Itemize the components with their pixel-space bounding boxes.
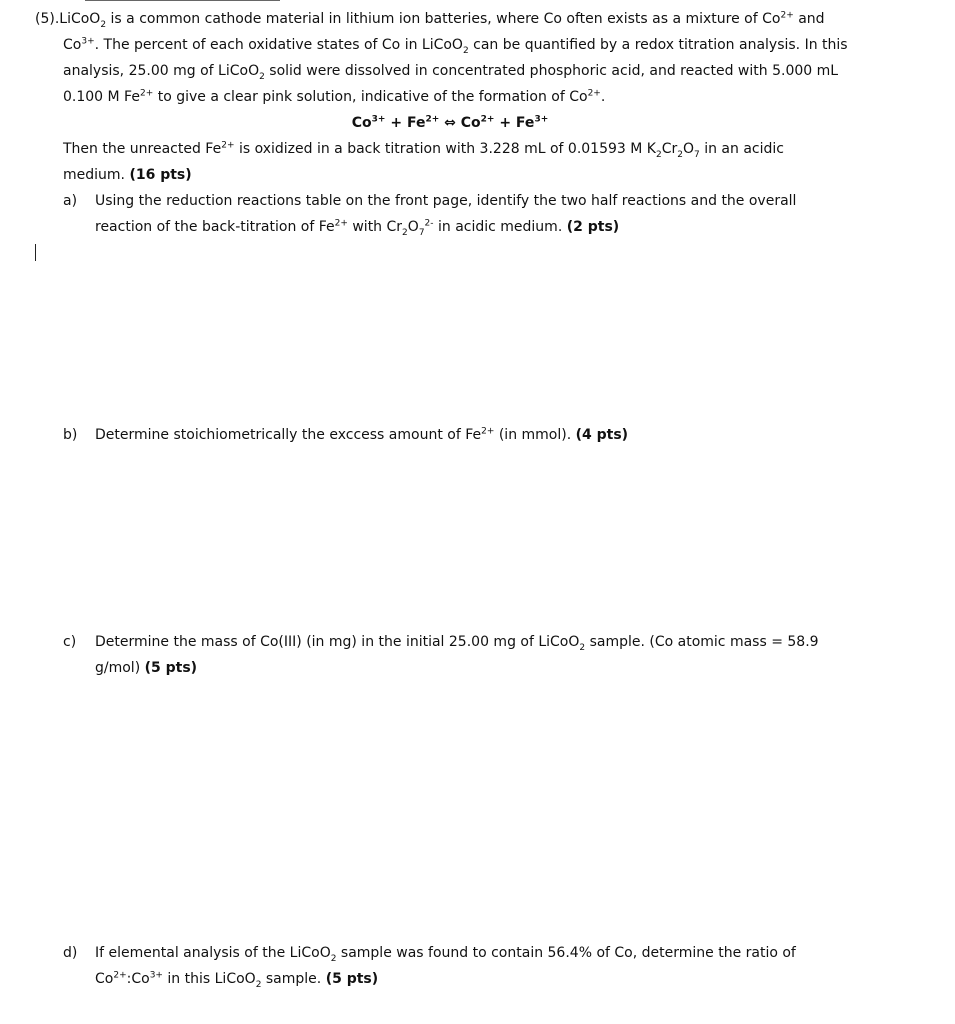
back-titration-line-2: medium. (16 pts) xyxy=(63,167,192,183)
part-d-line-2: $Co^{2+}:Co^{3+}$ in this LiCoO$_2$ sample. (5 pts) xyxy=(95,970,379,990)
part-d-points: (5 pts) xyxy=(325,971,379,987)
question-intro-line-3: analysis, 25.00 mg of LiCoO$_2$ solid were dissolved in concentrated phosphoric acid, and reacted with 5.000 mL xyxy=(63,63,839,82)
part-a-points: (2 pts) xyxy=(566,219,620,235)
part-c-points: (5 pts) xyxy=(144,660,198,676)
part-a-line-2: reaction of the back-titration of $Fe^{2+}$ with $Cr_2O_7^{2-}$ in acidic medium. (2 pts) xyxy=(95,218,620,238)
question-intro-line-2: $Co^{3+}$. The percent of each oxidative states of Co in LiCoO$_2$ can be quantified by a redox titration analysis. In this xyxy=(63,36,848,56)
part-a-line-1: Using the reduction reactions table on the front page, identify the two half reactions and the overall xyxy=(95,193,797,209)
part-d-label: d) xyxy=(63,945,78,961)
part-c-line-1: Determine the mass of Co(III) (in mg) in the initial 25.00 mg of LiCoO$_2$ sample. (Co atomic mass = 58.9 xyxy=(95,634,819,653)
part-b-line-1: Determine stoichiometrically the exccess amount of $Fe^{2+}$ (in mmol). (4 pts) xyxy=(95,426,629,443)
question-intro-line-1: (5).LiCoO$_2$ is a common cathode material in lithium ion batteries, where Co often exists as a mixture of $Co^{2+}$ and xyxy=(35,10,825,30)
name-underline xyxy=(85,0,280,1)
question-intro-line-4: 0.100 M $Fe^{2+}$ to give a clear pink solution, indicative of the formation of $Co^{2+}$. xyxy=(63,88,606,105)
total-points: (16 pts) xyxy=(129,167,192,183)
redox-equation: $Co^{3+} + Fe^{2+}$ ⇔ $Co^{2+} + Fe^{3+}$ xyxy=(351,114,549,131)
part-a-label: a) xyxy=(63,193,78,209)
text-cursor xyxy=(35,244,36,261)
question-number: (5). xyxy=(35,11,60,27)
back-titration-line-1: Then the unreacted $Fe^{2+}$ is oxidized in a back titration with 3.228 mL of 0.01593 M $K_2Cr_2O_7$ in an acidic xyxy=(63,140,784,160)
part-c-line-2: g/mol) (5 pts) xyxy=(95,660,198,676)
part-c-label: c) xyxy=(63,634,77,650)
part-d-line-1: If elemental analysis of the LiCoO$_2$ sample was found to contain 56.4% of Co, determine the ratio of xyxy=(95,945,796,964)
part-b-label: b) xyxy=(63,427,78,443)
part-b-points: (4 pts) xyxy=(575,427,629,443)
